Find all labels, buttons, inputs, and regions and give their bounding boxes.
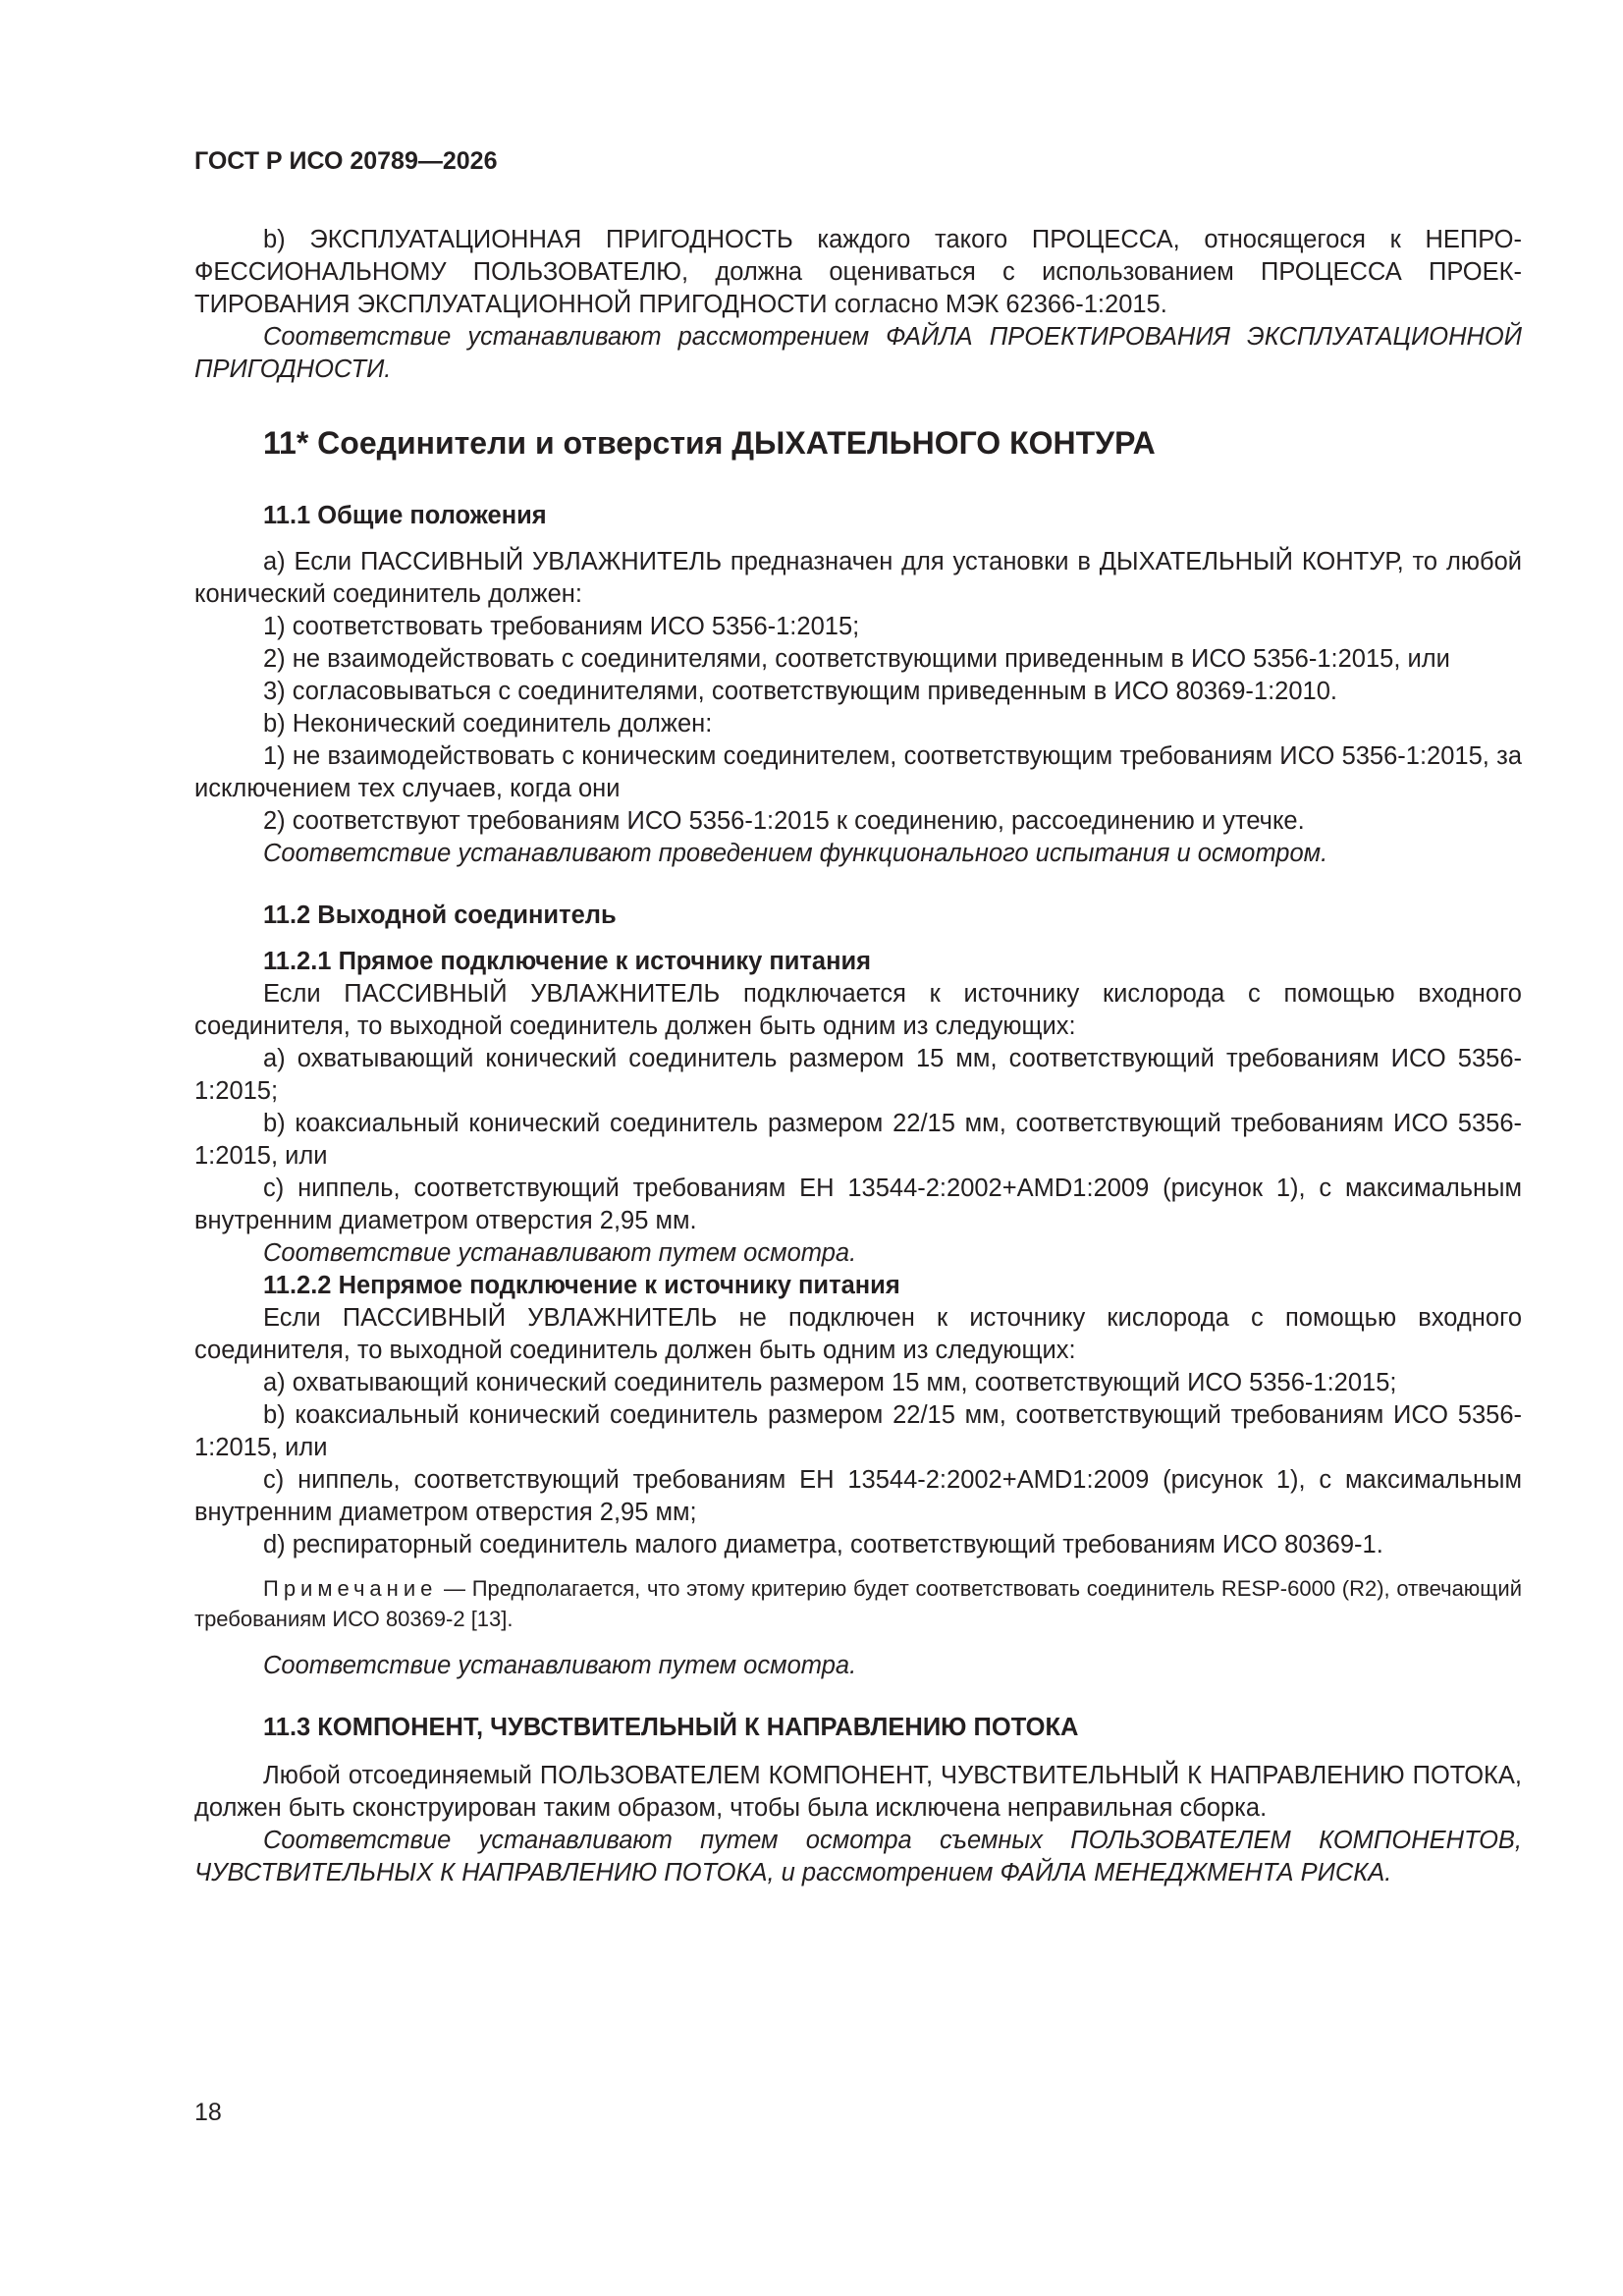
document-header: ГОСТ Р ИСО 20789—2026 bbox=[194, 147, 498, 175]
section-11-3-title: 11.3 КОМПОНЕНТ, ЧУВСТВИТЕЛЬНЫЙ К НАПРАВЛЕНИЮ ПОТОКА bbox=[263, 1714, 1079, 1741]
s11-2-2-item-c: с) ниппель, соответствующий требованиям ЕН 13544-2:2002+AMD1:2009 (рисунок 1), с максимальным внутренним диаметром отверстия 2,95 мм; bbox=[194, 1466, 1522, 1526]
section-11-2-2-title: 11.2.2 Непрямое подключение к источнику питания bbox=[263, 1272, 900, 1299]
s11-2-1-item-b: b) коаксиальный конический соединитель размером 22/15 мм, соответствующий требованиям ИСО 5356-1:2015, или bbox=[194, 1110, 1522, 1170]
s11-2-2-note bbox=[194, 1573, 1522, 1634]
section-11-2-title: 11.2 Выходной соединитель bbox=[263, 902, 617, 929]
page-number: 18 bbox=[194, 2099, 222, 2126]
s11-2-1-item-c: с) ниппель, соответствующий требованиям ЕН 13544-2:2002+AMD1:2009 (рисунок 1), с максимальным внутренним диаметром отверстия 2,95 мм. bbox=[194, 1175, 1522, 1234]
s11-1-item-b2: 2) соответствуют требованиям ИСО 5356-1:2015 к соединению, рассоединению и утечке. bbox=[263, 807, 1305, 835]
s11-1-item-a1: 1) соответствовать требованиям ИСО 5356-1:2015; bbox=[263, 613, 860, 640]
s11-1-item-b: b) Неконический соединитель должен: bbox=[263, 710, 713, 738]
intro-compliance: Соответствие устанавливают рассмотрением ФАЙЛА ПРОЕКТИРОВАНИЯ ЭКСПЛУАТАЦИОННОЙ ПРИГОДНОСТИ. bbox=[194, 323, 1522, 383]
s11-2-1-intro: Если ПАССИВНЫЙ УВЛАЖНИТЕЛЬ подключается к источнику кислорода с помощью входного соединителя, то выходной соединитель должен быть одним из следующих: bbox=[194, 980, 1522, 1040]
s11-3-compliance: Соответствие устанавливают путем осмотра съемных ПОЛЬЗОВАТЕЛЕМ КОМПОНЕНТОВ, ЧУВСТВИТЕЛЬНЫХ К НАПРАВЛЕНИЮ ПОТОКА, и рассмотрением ФАЙЛА МЕНЕДЖМЕНТА РИСКА. bbox=[194, 1827, 1522, 1886]
s11-2-2-intro: Если ПАССИВНЫЙ УВЛАЖНИТЕЛЬ не подключен к источнику кислорода с помощью входного соединителя, то выходной соединитель должен быть одним из следующих: bbox=[194, 1304, 1522, 1364]
intro-item-b: b) ЭКСПЛУАТАЦИОННАЯ ПРИГОДНОСТЬ каждого такого ПРОЦЕССА, относящегося к НЕПРОФЕССИОНАЛЬНОМУ ПОЛЬЗОВАТЕЛЮ, должна оцениваться с использованием ПРОЦЕССА ПРОЕКТИРОВАНИЯ ЭКСПЛУАТАЦИОННОЙ ПРИГОДНОСТИ согласно МЭК 62366-1:2015. bbox=[194, 226, 1522, 318]
note-text: — Предполагается, что этому критерию будет соответствовать соединитель RESP-6000 (R2), отвечающий требованиям ИСО 80369-2 [13]. bbox=[194, 1576, 1522, 1631]
s11-1-item-a: а) Если ПАССИВНЫЙ УВЛАЖНИТЕЛЬ предназначен для установки в ДЫХАТЕЛЬНЫЙ КОНТУР, то любой конический соединитель должен: bbox=[194, 548, 1522, 608]
section-11-1-title: 11.1 Общие положения bbox=[263, 502, 547, 529]
s11-2-2-item-a: а) охватывающий конический соединитель размером 15 мм, соответствующий ИСО 5356-1:2015; bbox=[263, 1369, 1397, 1396]
s11-2-1-item-a: а) охватывающий конический соединитель размером 15 мм, соответствующий требованиям ИСО 5356-1:2015; bbox=[194, 1045, 1522, 1105]
s11-2-2-item-d: d) респираторный соединитель малого диаметра, соответствующий требованиям ИСО 80369-1. bbox=[263, 1531, 1383, 1558]
s11-1-item-a3: 3) согласовываться с соединителями, соответствующим приведенным в ИСО 80369-1:2010. bbox=[263, 678, 1337, 705]
s11-2-2-item-b: b) коаксиальный конический соединитель размером 22/15 мм, соответствующий требованиям ИСО 5356-1:2015, или bbox=[194, 1401, 1522, 1461]
section-11-title: 11* Соединители и отверстия ДЫХАТЕЛЬНОГО КОНТУРА bbox=[263, 425, 1156, 461]
s11-3-text: Любой отсоединяемый ПОЛЬЗОВАТЕЛЕМ КОМПОНЕНТ, ЧУВСТВИТЕЛЬНЫЙ К НАПРАВЛЕНИЮ ПОТОКА, должен быть сконструирован таким образом, чтобы была исключена неправильная сборка. bbox=[194, 1762, 1522, 1822]
note-label: Примечание bbox=[263, 1576, 438, 1601]
s11-1-item-b1: 1) не взаимодействовать с коническим соединителем, соответствующим требованиям ИСО 5356-1:2015, за исключением тех случаев, когда они bbox=[194, 742, 1522, 802]
document-body bbox=[194, 224, 1522, 1889]
section-11-2-1-title: 11.2.1 Прямое подключение к источнику питания bbox=[263, 948, 872, 975]
s11-1-item-a2: 2) не взаимодействовать с соединителями, соответствующими приведенным в ИСО 5356-1:2015, или bbox=[263, 645, 1450, 673]
s11-1-compliance: Соответствие устанавливают проведением функционального испытания и осмотром. bbox=[263, 840, 1328, 867]
s11-2-1-compliance: Соответствие устанавливают путем осмотра. bbox=[263, 1239, 857, 1267]
s11-2-2-compliance: Соответствие устанавливают путем осмотра. bbox=[263, 1652, 857, 1679]
